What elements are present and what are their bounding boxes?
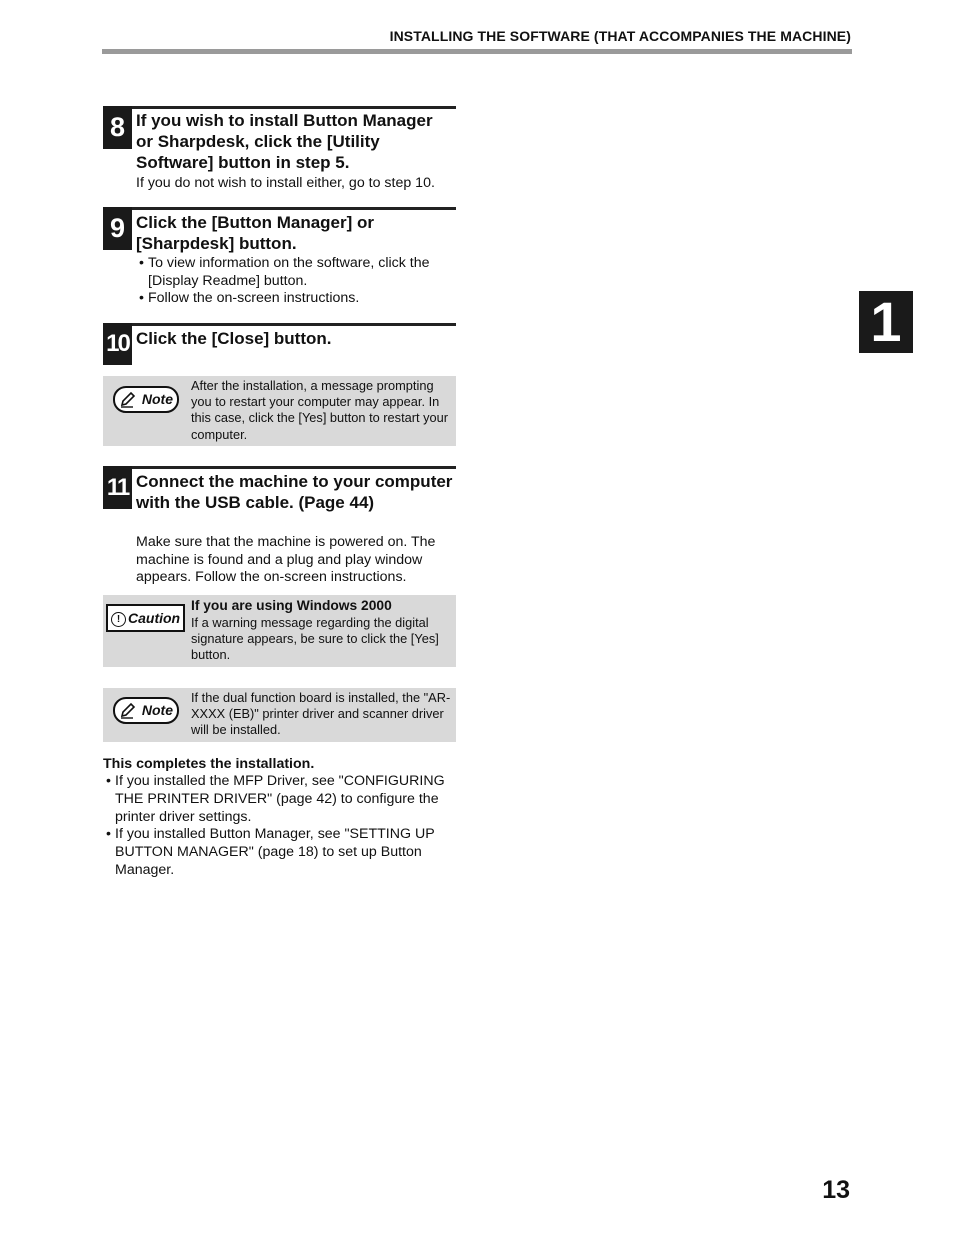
step-body: If you do not wish to install either, go to step 10.	[136, 175, 435, 191]
list-item: • Follow the on-screen instructions.	[136, 290, 454, 308]
note-label: Note	[141, 391, 173, 407]
list-item: • To view information on the software, click the [Display Readme] button.	[136, 255, 454, 290]
caution-box	[103, 595, 456, 667]
caution-icon	[106, 604, 185, 632]
step-rule	[103, 106, 456, 109]
step-number: 10	[103, 323, 132, 365]
step-bullets	[136, 255, 454, 308]
completion-title: This completes the installation.	[103, 756, 315, 772]
pencil-icon	[119, 702, 135, 719]
step-10	[103, 323, 456, 365]
step-title: Click the [Close] button.	[136, 329, 332, 348]
note-text: If the dual function board is installed, the "AR-XXXX (EB)" printer driver and scanner driver will be installed.	[191, 690, 451, 738]
note-label: Note	[141, 702, 173, 718]
header-rule	[102, 49, 852, 54]
step-rule	[103, 466, 456, 469]
step-rule	[103, 207, 456, 210]
step-number: 8	[103, 106, 132, 149]
step-11	[103, 466, 456, 591]
caution-label: Caution	[128, 610, 181, 626]
step-rule	[103, 323, 456, 326]
caution-title: If you are using Windows 2000	[191, 598, 392, 613]
step-number: 9	[103, 207, 132, 250]
note-icon	[113, 386, 179, 413]
step-title: Click the [Button Manager] or [Sharpdesk] button.	[136, 213, 375, 253]
page-number: 13	[822, 1176, 850, 1204]
step-9	[103, 207, 456, 312]
completion-bullets	[103, 773, 463, 880]
header-title: INSTALLING THE SOFTWARE (THAT ACCOMPANIES THE MACHINE)	[389, 28, 851, 44]
step-title: If you wish to install Button Manager or Sharpdesk, click the [Utility Software] button in step 5.	[136, 111, 433, 172]
completion-section	[103, 755, 463, 880]
caution-text: If a warning message regarding the digital signature appears, be sure to click the [Yes] button.	[191, 614, 439, 662]
pencil-icon	[119, 391, 135, 408]
step-body: Make sure that the machine is powered on. The machine is found and a plug and play window appears. Follow the on-screen instructions.	[136, 534, 436, 585]
note-icon	[113, 697, 179, 724]
chapter-tab: 1	[859, 291, 913, 353]
note-text: After the installation, a message prompting you to restart your computer may appear. In this case, click the [Yes] button to restart your computer.	[191, 378, 449, 442]
note-box	[103, 688, 456, 742]
step-title: Connect the machine to your computer with the USB cable. (Page 44)	[136, 472, 453, 512]
step-number: 11	[103, 466, 132, 509]
caution-content	[191, 598, 451, 663]
list-item: • If you installed Button Manager, see "SETTING UP BUTTON MANAGER" (page 18) to set up Button Manager.	[103, 826, 463, 879]
note-box	[103, 376, 456, 446]
list-item: • If you installed the MFP Driver, see "CONFIGURING THE PRINTER DRIVER" (page 42) to configure the printer driver settings.	[103, 773, 463, 826]
exclamation-icon: !	[111, 612, 126, 627]
step-8	[103, 106, 456, 196]
